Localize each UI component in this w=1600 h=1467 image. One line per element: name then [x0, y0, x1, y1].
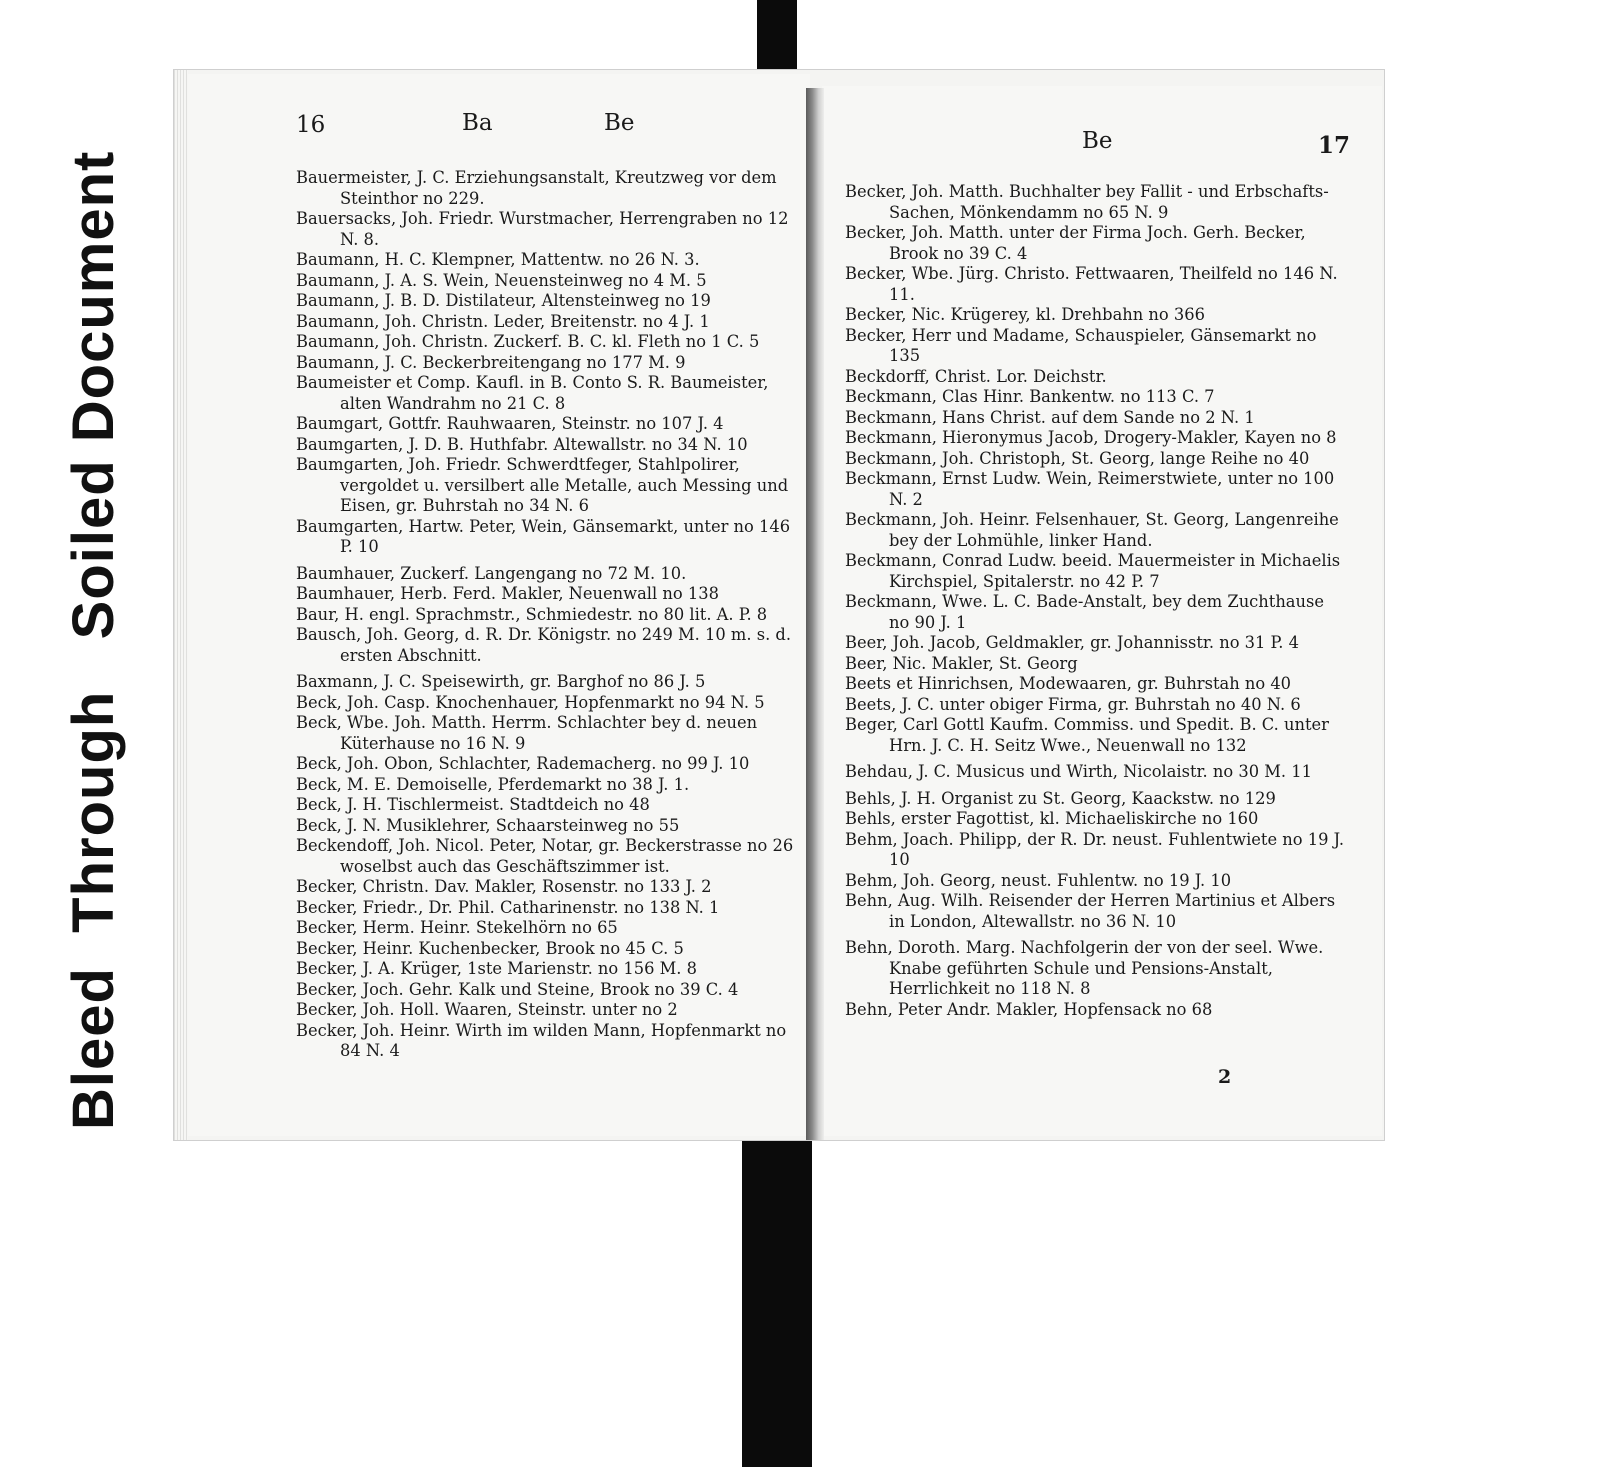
directory-entry: Beckmann, Joh. Heinr. Felsenhauer, St. Georg, Langenreihe bey der Lohmühle, linker Hand.	[845, 510, 1339, 550]
directory-entry: Beckendoff, Joh. Nicol. Peter, Notar, gr. Beckerstrasse no 26 woselbst auch das Geschäftszimmer ist.	[296, 836, 794, 876]
directory-entry: Beck, J. H. Tischlermeist. Stadtdeich no 48	[296, 795, 650, 814]
directory-entry: Baxmann, J. C. Speisewirth, gr. Barghof no 86 J. 5	[296, 672, 706, 691]
directory-entry: Baumgarten, Hartw. Peter, Wein, Gänsemarkt, unter no 146 P. 10	[296, 516, 791, 556]
directory-entry: Becker, Joh. Holl. Waaren, Steinstr. unter no 2	[296, 1000, 678, 1019]
directory-entry: Baumhauer, Herb. Ferd. Makler, Neuenwall no 138	[296, 584, 719, 603]
directory-entry: Baumann, J. B. D. Distilateur, Altensteinweg no 19	[296, 291, 711, 310]
directory-entry: Behdau, J. C. Musicus und Wirth, Nicolaistr. no 30 M. 11	[845, 762, 1312, 781]
directory-entry: Beck, Joh. Casp. Knochenhauer, Hopfenmarkt no 94 N. 5	[296, 692, 765, 712]
left-page-number: 16	[296, 112, 326, 138]
directory-entry: Beck, Wbe. Joh. Matth. Herrm. Schlachter bey d. neuen Küterhause no 16 N. 9	[296, 713, 758, 753]
directory-entry: Baumeister et Comp. Kaufl. in B. Conto S. R. Baumeister, alten Wandrahm no 21 C. 8	[296, 373, 769, 413]
page-edges	[174, 70, 188, 1140]
directory-entry: Beck, J. N. Musiklehrer, Schaarsteinweg no 55	[296, 815, 680, 835]
directory-entry: Bauersacks, Joh. Friedr. Wurstmacher, Herrengraben no 12 N. 8.	[296, 209, 789, 249]
directory-entry: Baumgarten, Joh. Friedr. Schwerdtfeger, Stahlpolirer, vergoldet u. versilbert alle Metalle, auch Messing und Eisen, gr. Buhrstah no 34 N. 6	[296, 455, 789, 515]
directory-entry: Becker, Joh. Matth. unter der Firma Joch. Gerh. Becker, Brook no 39 C. 4	[845, 223, 1306, 263]
directory-entry: Beckmann, Hans Christ. auf dem Sande no 2 N. 1	[845, 407, 1255, 427]
directory-entry: Becker, Christn. Dav. Makler, Rosenstr. no 133 J. 2	[296, 877, 712, 896]
directory-entry: Beets et Hinrichsen, Modewaaren, gr. Buhrstah no 40	[845, 674, 1292, 693]
directory-entry: Baumgart, Gottfr. Rauhwaaren, Steinstr. no 107 J. 4	[296, 414, 724, 433]
directory-entry: Beckmann, Ernst Ludw. Wein, Reimerstwiete, unter no 100 N. 2	[845, 469, 1335, 509]
directory-entry: Becker, Joh. Matth. Buchhalter bey Fallit - und Erbschafts-Sachen, Mönkendamm no 65 N. 9	[845, 182, 1329, 222]
directory-entry: Bauermeister, J. C. Erziehungsanstalt, Kreutzweg vor dem Steinthor no 229.	[296, 168, 777, 208]
directory-entry: Baumann, Joh. Christn. Zuckerf. B. C. kl. Fleth no 1 C. 5	[296, 332, 760, 351]
book-gutter	[806, 88, 824, 1140]
directory-entry: Baumann, H. C. Klempner, Mattentw. no 26 N. 3.	[296, 250, 700, 269]
directory-entry: Beckmann, Conrad Ludw. beeid. Mauermeister in Michaelis Kirchspiel, Spitalerstr. no 42 P. 7	[845, 551, 1341, 591]
binding-strip-bottom	[742, 1132, 812, 1467]
left-header-be: Be	[604, 110, 635, 136]
directory-entry: Bausch, Joh. Georg, d. R. Dr. Königstr. no 249 M. 10 m. s. d. ersten Abschnitt.	[296, 625, 792, 665]
directory-entry: Beck, Joh. Obon, Schlachter, Rademacherg. no 99 J. 10	[296, 754, 750, 773]
directory-entry: Becker, Joch. Gehr. Kalk und Steine, Brook no 39 C. 4	[296, 979, 739, 999]
directory-entry: Behm, Joach. Philipp, der R. Dr. neust. Fuhlentwiete no 19 J. 10	[845, 829, 1345, 869]
directory-entry: Behn, Aug. Wilh. Reisender der Herren Martinius et Albers in London, Altewallstr. no 36 N. 10	[845, 891, 1336, 931]
directory-entry: Beckmann, Clas Hinr. Bankentw. no 113 C. 7	[845, 387, 1215, 406]
signature-mark: 2	[1218, 1066, 1232, 1088]
directory-entry: Baur, H. engl. Sprachmstr., Schmiedestr. no 80 lit. A. P. 8	[296, 604, 768, 624]
left-header-ba: Ba	[462, 110, 493, 136]
directory-entry: Beckmann, Joh. Christoph, St. Georg, lange Reihe no 40	[845, 448, 1310, 468]
directory-entry: Behls, erster Fagottist, kl. Michaeliskirche no 160	[845, 809, 1259, 828]
directory-entry: Beer, Joh. Jacob, Geldmakler, gr. Johannisstr. no 31 P. 4	[845, 633, 1299, 652]
directory-entry: Becker, Friedr., Dr. Phil. Catharinenstr. no 138 N. 1	[296, 897, 720, 917]
directory-entry: Behn, Doroth. Marg. Nachfolgerin der von der seel. Wwe. Knabe geführten Schule und Pensions-Anstalt, Herrlichkeit no 118 N. 8	[845, 938, 1324, 998]
directory-entry: Beckmann, Wwe. L. C. Bade-Anstalt, bey dem Zuchthause no 90 J. 1	[845, 592, 1324, 632]
directory-entry: Baumgarten, J. D. B. Huthfabr. Altewallstr. no 34 N. 10	[296, 434, 748, 454]
directory-entry: Baumann, J. A. S. Wein, Neuensteinweg no 4 M. 5	[296, 270, 707, 290]
directory-entry: Becker, Nic. Krügerey, kl. Drehbahn no 366	[845, 305, 1205, 324]
right-header-be: Be	[1082, 128, 1113, 154]
directory-entry: Becker, J. A. Krüger, 1ste Marienstr. no 156 M. 8	[296, 959, 698, 978]
watermark-stamp: Bleed Through Soiled Document	[61, 150, 126, 1130]
directory-entry: Baumhauer, Zuckerf. Langengang no 72 M. 10.	[296, 563, 687, 583]
directory-entry: Becker, Joh. Heinr. Wirth im wilden Mann, Hopfenmarkt no 84 N. 4	[296, 1020, 787, 1060]
directory-entry: Beger, Carl Gottl Kaufm. Commiss. und Spedit. B. C. unter Hrn. J. C. H. Seitz Wwe., Neuenwall no 132	[845, 715, 1329, 755]
directory-entry: Becker, Herm. Heinr. Stekelhörn no 65	[296, 918, 618, 937]
directory-entry: Beckdorff, Christ. Lor. Deichstr.	[845, 366, 1107, 386]
directory-entry: Baumann, J. C. Beckerbreitengang no 177 M. 9	[296, 352, 686, 372]
directory-entry: Behls, J. H. Organist zu St. Georg, Kaackstw. no 129	[845, 788, 1276, 808]
directory-entry: Beets, J. C. unter obiger Firma, gr. Buhrstah no 40 N. 6	[845, 694, 1301, 714]
directory-entry: Becker, Wbe. Jürg. Christo. Fettwaaren, Theilfeld no 146 N. 11.	[845, 264, 1338, 304]
directory-entry: Behm, Joh. Georg, neust. Fuhlentw. no 19 J. 10	[845, 870, 1232, 890]
left-entries-column	[296, 168, 802, 1062]
right-entries-column	[845, 182, 1345, 1020]
directory-entry: Baumann, Joh. Christn. Leder, Breitenstr. no 4 J. 1	[296, 311, 710, 331]
right-page-number: 17	[1318, 132, 1351, 159]
directory-entry: Behn, Peter Andr. Makler, Hopfensack no 68	[845, 999, 1213, 1019]
directory-entry: Beckmann, Hieronymus Jacob, Drogery-Makler, Kayen no 8	[845, 428, 1337, 447]
directory-entry: Beck, M. E. Demoiselle, Pferdemarkt no 38 J. 1.	[296, 774, 690, 794]
directory-entry: Becker, Herr und Madame, Schauspieler, Gänsemarkt no 135	[845, 325, 1317, 365]
directory-entry: Becker, Heinr. Kuchenbecker, Brook no 45 C. 5	[296, 938, 684, 958]
directory-entry: Beer, Nic. Makler, St. Georg	[845, 653, 1078, 673]
